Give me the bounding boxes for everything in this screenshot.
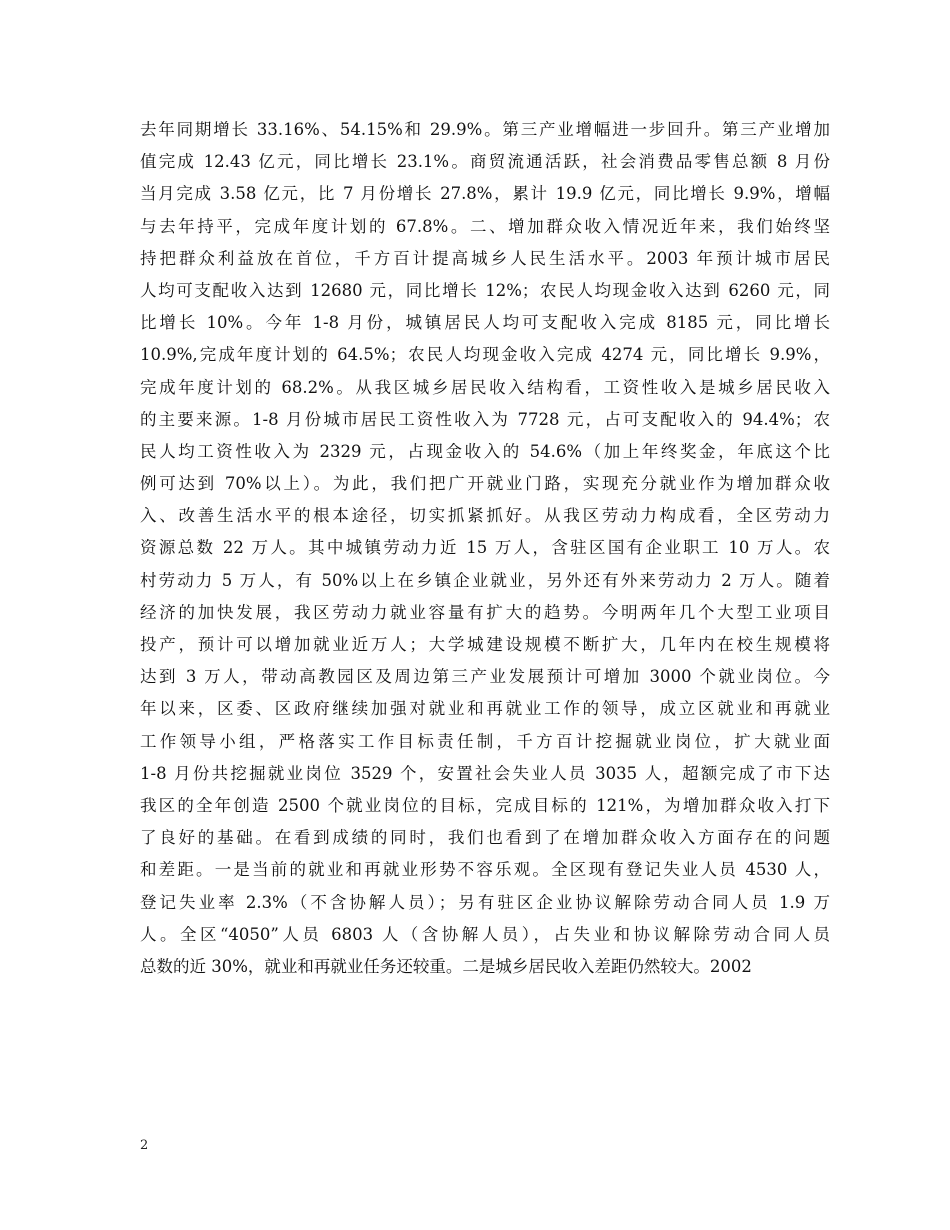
text-line: 我区的全年创造 2500 个就业岗位的目标，完成目标的 121%，为增加群众收入打下 (140, 795, 830, 815)
text-line: 经济的加快发展，我区劳动力就业容量有扩大的趋势。今明两年几个大型工业项目 (140, 602, 830, 622)
text-line: 年以来，区委、区政府继续加强对就业和再就业工作的领导，成立区就业和再就业 (140, 699, 830, 719)
text-line: 持把群众利益放在首位，千方百计提高城乡人民生活水平。2003 年预计城市居民 (140, 248, 830, 268)
text-line: 工作领导小组，严格落实工作目标责任制，千方百计挖掘就业岗位，扩大就业面 (140, 731, 830, 751)
text-line: 资源总数 22 万人。其中城镇劳动力近 15 万人，含驻区国有企业职工 10 万人。农 (140, 538, 830, 558)
text-line: 达到 3 万人，带动高教园区及周边第三产业发展预计可增加 3000 个就业岗位。今 (140, 667, 830, 687)
text-line: 1-8 月份共挖掘就业岗位 3529 个，安置社会失业人员 3035 人，超额完成了市下达 (140, 763, 830, 783)
text-line: 当月完成 3.58 亿元，比 7 月份增长 27.8%，累计 19.9 亿元，同比增长 9.9%，增幅 (140, 184, 830, 204)
text-line: 总数的近 30%，就业和再就业任务还较重。二是城乡居民收入差距仍然较大。2002 (140, 956, 752, 976)
text-line: 村劳动力 5 万人，有 50%以上在乡镇企业就业，另外还有外来劳动力 2 万人。随着 (140, 570, 830, 590)
text-line: 和差距。一是当前的就业和再就业形势不容乐观。全区现有登记失业人员 4530 人， (140, 860, 830, 880)
text-line: 值完成 12.43 亿元，同比增长 23.1%。商贸流通活跃，社会消费品零售总额 8 月份 (140, 152, 830, 172)
text-line: 比增长 10%。今年 1-8 月份，城镇居民人均可支配收入完成 8185 元，同比增长 (140, 313, 830, 333)
page-number: 2 (140, 1138, 149, 1153)
text-line: 民人均工资性收入为 2329 元，占现金收入的 54.6%（加上年终奖金，年底这个比 (140, 441, 830, 461)
text-line: 10.9%,完成年度计划的 64.5%；农民人均现金收入完成 4274 元，同比增长 9.9%， (140, 345, 830, 365)
text-line: 去年同期增长 33.16%、54.15%和 29.9%。第三产业增幅进一步回升。第三产业增加 (140, 120, 830, 139)
text-line: 完成年度计划的 68.2%。从我区城乡居民收入结构看，工资性收入是城乡居民收入 (140, 377, 830, 397)
text-line: 人均可支配收入达到 12680 元，同比增长 12%；农民人均现金收入达到 6260 元，同 (140, 280, 830, 300)
text-line: 例可达到 70%以上）。为此，我们把广开就业门路，实现充分就业作为增加群众收 (140, 474, 830, 494)
text-line: 投产，预计可以增加就业近万人；大学城建设规模不断扩大，几年内在校生规模将 (140, 635, 830, 654)
text-line: 入、改善生活水平的根本途径，切实抓紧抓好。从我区劳动力构成看，全区劳动力 (140, 506, 830, 526)
text-line: 人。全区“4050”人员 6803 人（含协解人员），占失业和协议解除劳动合同人员 (140, 924, 830, 944)
text-line: 与去年持平，完成年度计划的 67.8%。二、增加群众收入情况近年来，我们始终坚 (140, 216, 830, 236)
text-line: 登记失业率 2.3%（不含协解人员）；另有驻区企业协议解除劳动合同人员 1.9 万 (140, 892, 830, 912)
body-paragraph (140, 114, 830, 983)
text-line: 的主要来源。1-8 月份城市居民工资性收入为 7728 元，占可支配收入的 94.4%；农 (140, 409, 830, 429)
text-line: 了良好的基础。在看到成绩的同时，我们也看到了在增加群众收入方面存在的问题 (140, 828, 830, 848)
